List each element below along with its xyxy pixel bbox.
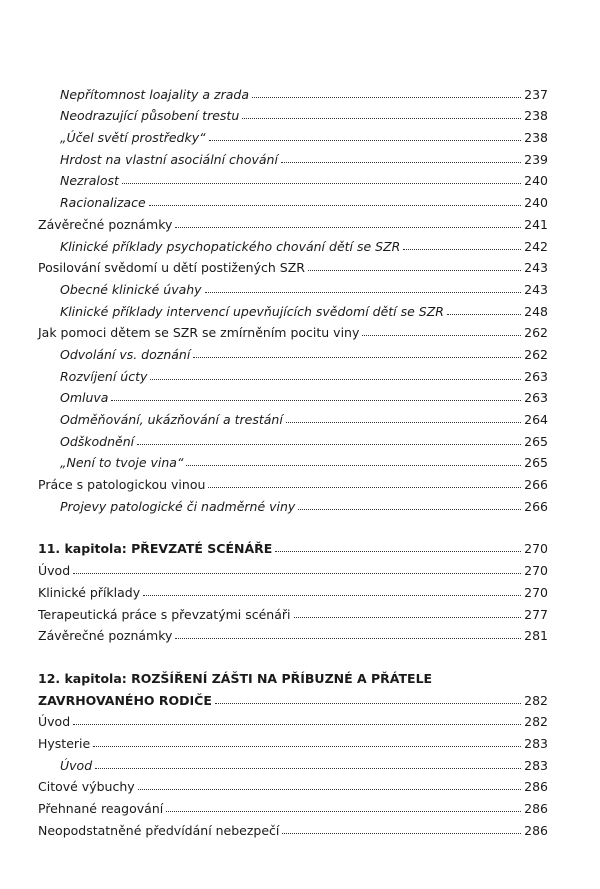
toc-section-chapter-12 <box>38 708 548 838</box>
toc-entry-title: Klinické příklady <box>38 584 141 600</box>
toc-entry-page: 243 <box>524 260 548 276</box>
toc-entry <box>38 578 548 600</box>
toc-entry-page: 238 <box>524 108 548 124</box>
toc-entry <box>38 405 548 427</box>
toc-entry-title: Nezralost <box>60 173 119 189</box>
toc-entry <box>38 167 548 189</box>
chapter-11-title: 11. kapitola: PŘEVZATÉ SCÉNÁŘE <box>38 541 273 557</box>
toc-entry-title: Hrdost na vlastní asociální chování <box>60 151 278 167</box>
dot-leader <box>308 270 521 271</box>
toc-entry <box>38 384 548 406</box>
toc-entry-title: Racionalizace <box>60 195 146 211</box>
toc-entry-title: Úvod <box>38 714 71 730</box>
toc-entry-page: 240 <box>524 173 548 189</box>
toc-entry-title: Rozvíjení úcty <box>60 368 148 384</box>
toc-entry-title: Nepřítomnost loajality a zrada <box>60 86 249 102</box>
toc-entry-page: 283 <box>524 757 548 773</box>
dot-leader <box>122 183 521 184</box>
toc-entry <box>38 102 548 124</box>
chapter-12-heading <box>38 686 548 708</box>
toc-entry <box>38 773 548 795</box>
dot-leader <box>150 379 521 380</box>
toc-entry-title: Terapeutická práce s převzatými scénáři <box>38 606 291 622</box>
toc-entry-title: Odškodnění <box>60 433 135 449</box>
toc-entry-title: Citové výbuchy <box>38 779 135 795</box>
toc-entry <box>38 123 548 145</box>
toc-entry-title: Odměňování, ukázňování a trestání <box>60 412 283 427</box>
toc-entry <box>38 145 548 167</box>
dot-leader <box>282 833 521 834</box>
toc-entry <box>38 708 548 730</box>
chapter-12-page: 282 <box>524 692 548 708</box>
chapter-12-title-line-1 <box>38 664 548 686</box>
toc-entry-title: Práce s patologickou vinou <box>38 477 206 493</box>
chapter-12-title: 12. kapitola: ROZŠÍŘENÍ ZÁŠTI NA PŘÍBUZNÉ A PŘÁTELE <box>38 670 433 686</box>
toc-entry <box>38 794 548 816</box>
toc-entry-title: Hysterie <box>38 735 91 751</box>
toc-entry <box>38 751 548 773</box>
toc-entry-page: 262 <box>524 346 548 362</box>
dot-leader <box>143 595 521 596</box>
toc-entry-page: 240 <box>524 195 548 211</box>
dot-leader <box>286 422 521 423</box>
toc-entry-title: Neodrazující působení trestu <box>60 108 240 124</box>
dot-leader <box>166 811 521 812</box>
toc-entry <box>38 297 548 319</box>
toc-entry-page: 277 <box>524 606 548 622</box>
toc-entry-page: 241 <box>524 216 548 232</box>
toc-entry <box>38 188 548 210</box>
toc-entry <box>38 449 548 471</box>
toc-entry-title: Klinické příklady intervencí upevňujících svědomí dětí se SZR <box>60 303 444 319</box>
toc-entry-page: 286 <box>524 801 548 816</box>
dot-leader <box>403 249 521 250</box>
dot-leader <box>193 357 521 358</box>
toc-entry-page: 243 <box>524 281 548 297</box>
dot-leader <box>209 140 522 141</box>
toc-entry-page: 286 <box>524 822 548 838</box>
dot-leader <box>242 118 521 119</box>
toc-section-chapter-10-continued <box>38 80 548 514</box>
toc-entry-title: Závěrečné poznámky <box>38 216 173 232</box>
toc-entry-page: 270 <box>524 584 548 600</box>
toc-entry <box>38 210 548 232</box>
toc-entry-title: Úvod <box>38 563 71 579</box>
dot-leader <box>149 205 521 206</box>
dot-leader <box>73 724 521 725</box>
toc-entry-page: 265 <box>524 433 548 449</box>
toc-entry-page: 239 <box>524 151 548 167</box>
dot-leader <box>362 335 521 336</box>
dot-leader <box>208 487 521 488</box>
toc-entry-title: Jak pomoci dětem se SZR se zmírněním pocitu viny <box>38 325 360 341</box>
dot-leader <box>175 638 521 639</box>
toc-entry-page: 263 <box>524 368 548 384</box>
toc-entry-page: 266 <box>524 477 548 493</box>
dot-leader <box>137 444 521 445</box>
dot-leader <box>281 162 521 163</box>
toc-entry-page: 248 <box>524 303 548 319</box>
toc-entry-title: Odvolání vs. doznání <box>60 346 191 362</box>
toc-entry-page: 264 <box>524 412 548 427</box>
toc-entry <box>38 275 548 297</box>
toc-entry <box>38 80 548 102</box>
toc-section-chapter-11 <box>38 556 548 643</box>
toc-entry-page: 270 <box>524 563 548 579</box>
dot-leader <box>298 509 521 510</box>
toc-entry <box>38 816 548 838</box>
dot-leader <box>73 573 521 574</box>
toc-entry-page: 238 <box>524 130 548 146</box>
toc-entry-title: Omluva <box>60 390 109 406</box>
dot-leader <box>252 97 521 98</box>
toc-entry <box>38 622 548 644</box>
toc-entry-page: 262 <box>524 325 548 341</box>
dot-leader <box>175 227 521 228</box>
dot-leader <box>111 400 521 401</box>
chapter-12-title-cont: ZAVRHOVANÉHO RODIČE <box>38 692 212 708</box>
toc-entry-title: Přehnané reagování <box>38 801 164 816</box>
toc-entry-title: „Účel světí prostředky“ <box>60 130 206 146</box>
dot-leader <box>138 789 521 790</box>
toc-entry <box>38 362 548 384</box>
toc-entry-title: Klinické příklady psychopatického chování dětí se SZR <box>60 238 401 254</box>
toc-entry-page: 265 <box>524 455 548 471</box>
toc-entry <box>38 319 548 341</box>
toc-entry-page: 282 <box>524 714 548 730</box>
toc-entry-title: Úvod <box>60 757 93 773</box>
spacer <box>38 514 548 535</box>
toc-entry <box>38 254 548 276</box>
dot-leader <box>275 551 521 552</box>
toc-entry-page: 283 <box>524 735 548 751</box>
toc-entry-title: „Není to tvoje vina“ <box>60 455 184 471</box>
dot-leader <box>215 703 521 704</box>
toc-entry-title: Projevy patologické či nadměrné viny <box>60 498 296 514</box>
dot-leader <box>186 465 521 466</box>
chapter-11-page: 270 <box>524 541 548 557</box>
toc-entry-page: 286 <box>524 779 548 795</box>
dot-leader <box>93 746 521 747</box>
dot-leader <box>205 292 522 293</box>
toc-entry <box>38 600 548 622</box>
toc-entry-page: 263 <box>524 390 548 406</box>
table-of-contents <box>38 80 548 838</box>
toc-entry <box>38 427 548 449</box>
dot-leader <box>95 768 521 769</box>
dot-leader <box>447 314 521 315</box>
toc-entry-title: Obecné klinické úvahy <box>60 281 202 297</box>
dot-leader <box>294 617 522 618</box>
toc-entry-page: 266 <box>524 498 548 514</box>
toc-entry-page: 237 <box>524 86 548 102</box>
toc-entry-title: Posilování svědomí u dětí postižených SZR <box>38 260 305 276</box>
toc-entry <box>38 556 548 578</box>
chapter-11-heading <box>38 535 548 557</box>
toc-entry <box>38 470 548 492</box>
toc-entry-page: 242 <box>524 238 548 254</box>
spacer <box>38 643 548 664</box>
toc-entry-title: Závěrečné poznámky <box>38 628 173 644</box>
toc-entry <box>38 340 548 362</box>
toc-entry <box>38 492 548 514</box>
toc-entry-page: 281 <box>524 628 548 644</box>
toc-entry <box>38 232 548 254</box>
toc-entry-title: Neopodstatněné předvídání nebezpečí <box>38 822 280 838</box>
toc-entry <box>38 729 548 751</box>
